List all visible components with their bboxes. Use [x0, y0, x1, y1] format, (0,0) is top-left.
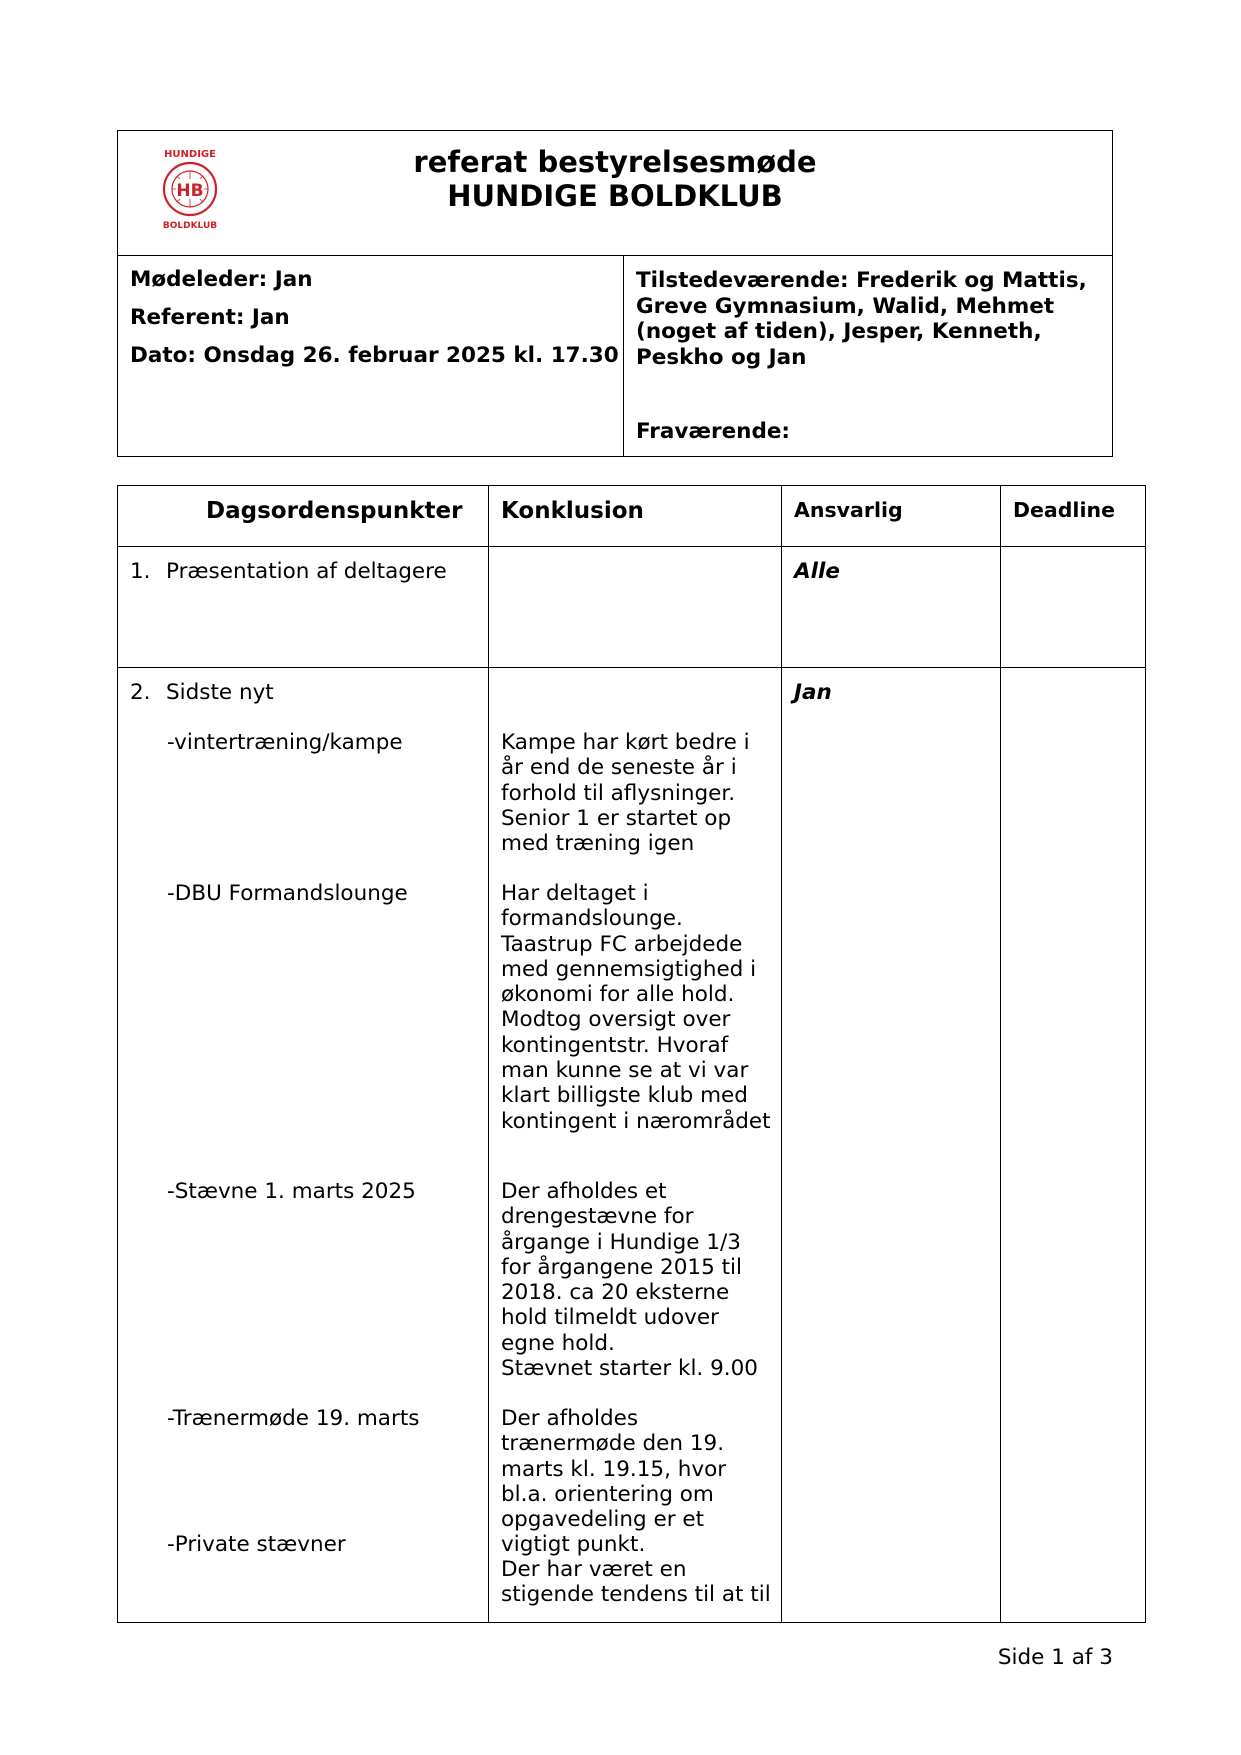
logo-bottom-text: BOLDKLUB: [162, 221, 218, 231]
attendees: Tilstedeværende: Frederik og Mattis, Greve Gymnasium, Walid, Mehmet (noget af tiden), Jesper, Kenneth, Peskho og Jan: [636, 268, 1087, 370]
header-column-divider: [623, 255, 624, 457]
header-divider: [117, 255, 1113, 256]
club-name: HUNDIGE BOLDKLUB: [447, 179, 783, 213]
conclusion-text: Der har været en stigende tendens til at til: [501, 1557, 771, 1608]
document-title: referat bestyrelsesmøde: [413, 145, 817, 179]
table-row: [118, 547, 1146, 668]
conclusion-text: Kampe har kørt bedre i år end de seneste år i forhold til aflysninger. Senior 1 er startet op med træning igen: [501, 730, 750, 857]
responsible-person: Jan: [794, 680, 832, 705]
agenda-item: [118, 668, 488, 1618]
header-responsible: Ansvarlig: [794, 498, 903, 522]
subitem-label: -vintertræning/kampe: [167, 730, 403, 755]
conclusion-text: Stævnet starter kl. 9.00: [501, 1356, 758, 1381]
logo-top-text: HUNDIGE: [164, 149, 216, 160]
conclusion-text: Har deltaget i formandslounge. Taastrup FC arbejdede med gennemsigtighed i økonomi for alle hold. Modtog oversigt over kontingentstr. Hvoraf man kunne se at vi var klart billigste klub med kontingent i nærområdet: [501, 881, 771, 1134]
item-title: Sidste nyt: [166, 680, 274, 705]
responsible-person: Alle: [794, 559, 840, 584]
minute-taker: Referent: Jan: [130, 305, 290, 330]
meeting-date: Dato: Onsdag 26. februar 2025 kl. 17.30: [130, 343, 619, 368]
conclusion-text: Der afholdes trænermøde den 19. marts kl. 19.15, hvor bl.a. orientering om opgavedeling er et vigtigt punkt.: [501, 1406, 727, 1558]
agenda-table: [117, 485, 1146, 1623]
logo-center-text: HB: [176, 181, 204, 201]
subitem-label: -Private stævner: [167, 1532, 346, 1557]
header-deadline: Deadline: [1013, 498, 1115, 522]
header-conclusion: Konklusion: [501, 498, 644, 524]
item-title: Præsentation af deltagere: [166, 559, 447, 584]
subitem-label: -DBU Formandslounge: [167, 881, 408, 906]
conclusion-cell: [489, 668, 781, 1618]
table-header-row: [118, 486, 1146, 547]
conclusion-text: Der afholdes et drengestævne for årgange i Hundige 1/3 for årgangene 2015 til 2018. ca 20 eksterne hold tilmeldt udover egne hold.: [501, 1179, 742, 1356]
header-agenda: Dagsordenspunkter: [206, 498, 463, 524]
subitem-label: -Trænermøde 19. marts: [167, 1406, 420, 1431]
item-number: 1.: [130, 559, 151, 584]
subitem-label: -Stævne 1. marts 2025: [167, 1179, 416, 1204]
meeting-leader: Mødeleder: Jan: [130, 267, 313, 292]
item-number: 2.: [130, 680, 151, 705]
page-number: Side 1 af 3: [997, 1645, 1113, 1670]
table-row: [118, 668, 1146, 1623]
agenda-item: [118, 547, 488, 584]
absent-label: Fraværende:: [636, 419, 791, 444]
